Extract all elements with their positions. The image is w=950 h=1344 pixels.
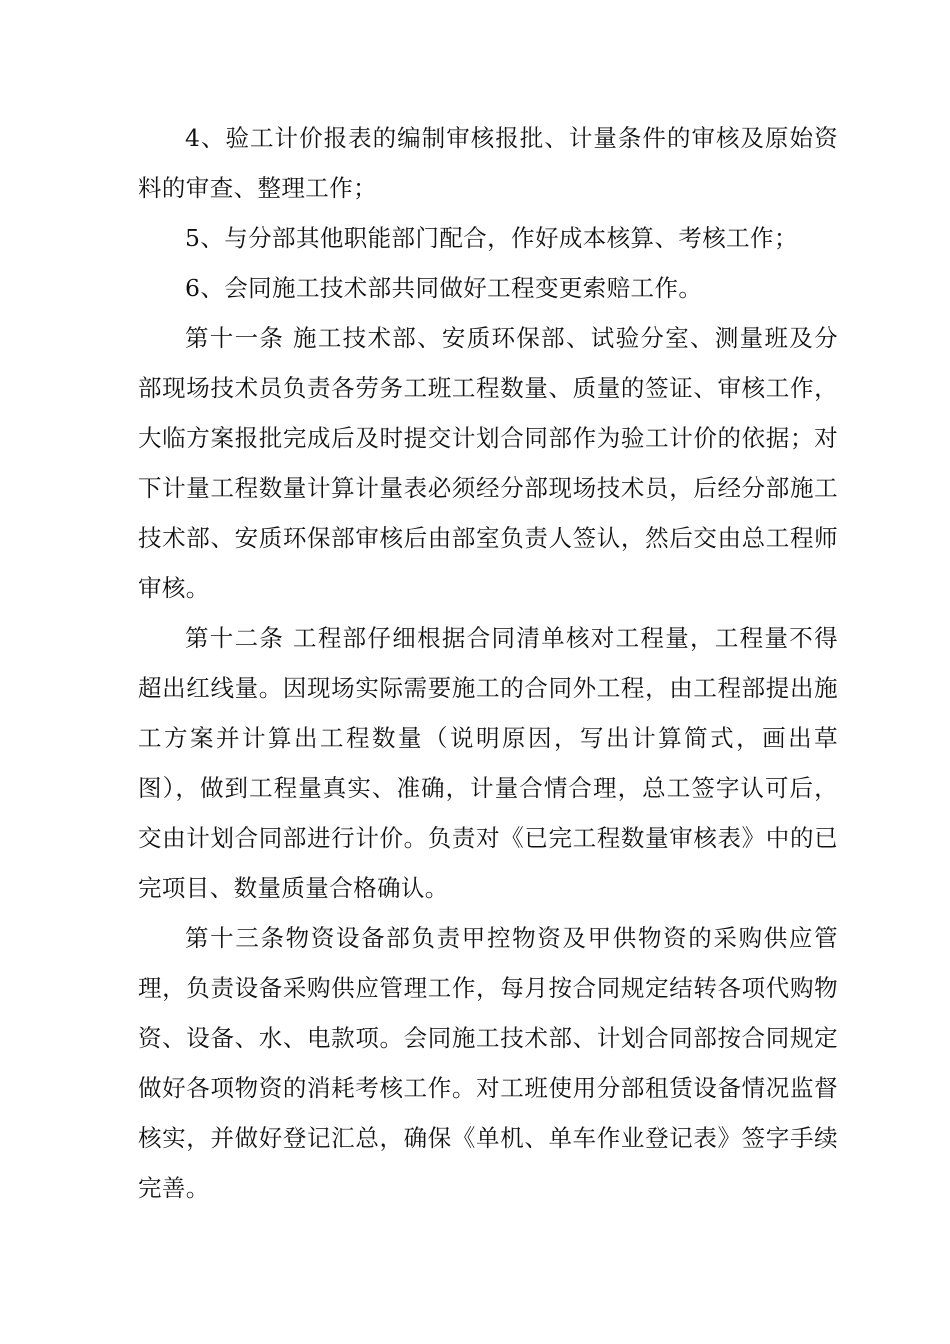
paragraph-article-12: 第十二条 工程部仔细根据合同清单核对工程量，工程量不得超出红线量。因现场实际需要施工的合同外工程，由工程部提出施工方案并计算出工程数量（说明原因，写出计算简式，画出草图），做到工程量真实、准确，计量合情合理，总工签字认可后，交由计划合同部进行计价。负责对《已完工程数量审核表》中的已完项目、数量质量合格确认。: [138, 624, 838, 902]
paragraph-item-4: 4、验工计价报表的编制审核报批、计量条件的审核及原始资料的审查、整理工作；: [138, 124, 838, 202]
paragraph-article-13: 第十三条物资设备部负责甲控物资及甲供物资的采购供应管理，负责设备采购供应管理工作，每月按合同规定结转各项代购物资、设备、水、电款项。会同施工技术部、计划合同部按合同规定做好各项物资的消耗考核工作。对工班使用分部租赁设备情况监督核实，并做好登记汇总，确保《单机、单车作业登记表》签字手续完善。: [138, 924, 838, 1202]
document-body: [138, 113, 838, 1213]
paragraph-item-5: 5、与分部其他职能部门配合，作好成本核算、考核工作；: [185, 224, 798, 252]
paragraph-item-6: 6、会同施工技术部共同做好工程变更索赔工作。: [185, 274, 703, 302]
paragraph-article-11: 第十一条 施工技术部、安质环保部、试验分室、测量班及分部现场技术员负责各劳务工班工程数量、质量的签证、审核工作，大临方案报批完成后及时提交计划合同部作为验工计价的依据；对下计量工程数量计算计量表必须经分部现场技术员，后经分部施工技术部、安质环保部审核后由部室负责人签认，然后交由总工程师审核。: [138, 324, 838, 602]
